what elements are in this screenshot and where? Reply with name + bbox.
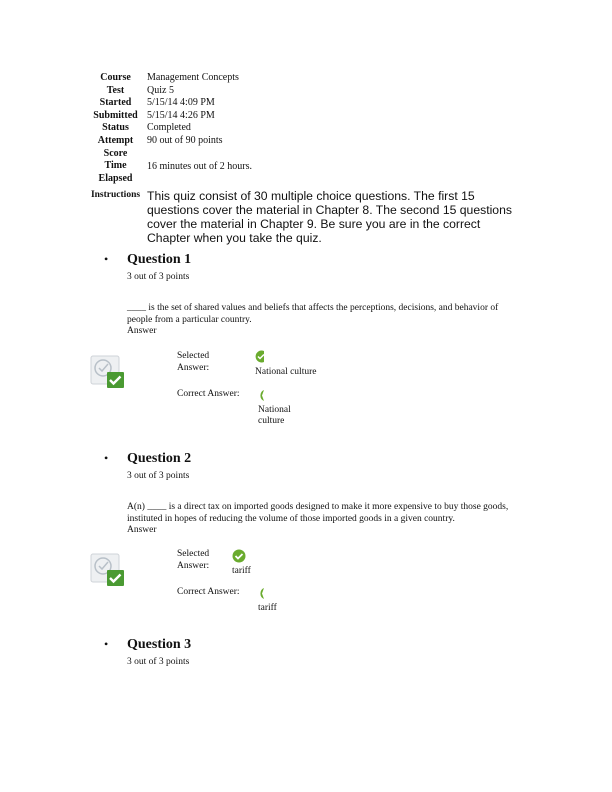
summary-row-submitted [88,110,252,123]
partial-check-icon [256,389,268,402]
question-title: Question 2 [127,451,192,466]
selected-answer-value: National culture [255,367,317,377]
correct-answer-label: Correct Answer: [177,389,240,399]
check-circle-icon [232,549,246,563]
bullet: • [104,637,109,651]
correct-check-icon [90,553,126,587]
instructions-row [88,189,517,245]
bullet: • [104,252,109,266]
partial-check-icon [255,350,267,363]
selected-answer-label: Selected Answer: [177,549,210,571]
selected-answer-label: Selected Answer: [177,351,210,373]
answer-block-1 [88,351,418,441]
summary-label: Course [100,72,131,83]
summary-value: 5/15/14 4:09 PM [147,97,215,109]
question-points: 3 out of 3 points [127,657,190,667]
summary-row-course [88,72,252,85]
correct-answer-value: tariff [258,603,277,613]
summary-value: Management Concepts [147,72,239,83]
summary-row-test [88,85,252,98]
question-1 [104,252,517,337]
question-points: 3 out of 3 points [127,272,190,282]
question-title: Question 3 [127,637,192,652]
summary-value: Completed [147,122,191,134]
correct-answer-label: Correct Answer: [177,587,240,597]
instructions-label: Instructions [90,190,141,200]
summary-value: Quiz 5 [147,84,174,96]
summary-label: Time Elapsed [98,160,133,184]
summary-row-attempt-score [88,135,252,160]
summary-value: 90 out of 90 points [147,134,223,146]
question-2 [104,451,517,536]
summary-row-time-elapsed [88,160,252,185]
partial-check-icon [256,587,268,600]
correct-check-icon [90,355,126,389]
summary-row-status [88,122,252,135]
bullet: • [104,451,109,465]
answer-label: Answer [127,525,157,535]
question-title: Question 1 [127,252,192,267]
summary-row-started [88,97,252,110]
summary-label: Started [99,97,132,109]
summary-label: Submitted [93,109,138,121]
summary-value: 5/15/14 4:26 PM [147,109,215,121]
question-text: A(n) ____ is a direct tax on imported goods designed to make it more expensive to buy those goods, instituted in hopes of reducing the volume of those imported goods in a given country. [127,502,509,524]
summary-label: Status [102,122,129,134]
summary-label: Test [106,84,125,96]
summary-value: 16 minutes out of 2 hours. [147,161,252,173]
answer-block-2 [88,549,418,639]
summary-label: Attempt Score [97,134,134,159]
selected-answer-value: tariff [232,566,251,576]
question-points: 3 out of 3 points [127,471,190,481]
question-text: ____ is the set of shared values and beliefs that affects the perceptions, decisions, and behavior of people from a particular country. [127,303,499,325]
attempt-summary [88,72,252,185]
answer-label: Answer [127,326,157,336]
question-3 [104,637,191,667]
instructions-text: This quiz consist of 30 multiple choice questions. The first 15 questions cover the material in Chapter 8. The second 15 questions cover the material in Chapter 9. Be sure you are in the correct Chapter when you take the quiz. [147,189,512,245]
correct-answer-value: National culture [258,405,291,426]
